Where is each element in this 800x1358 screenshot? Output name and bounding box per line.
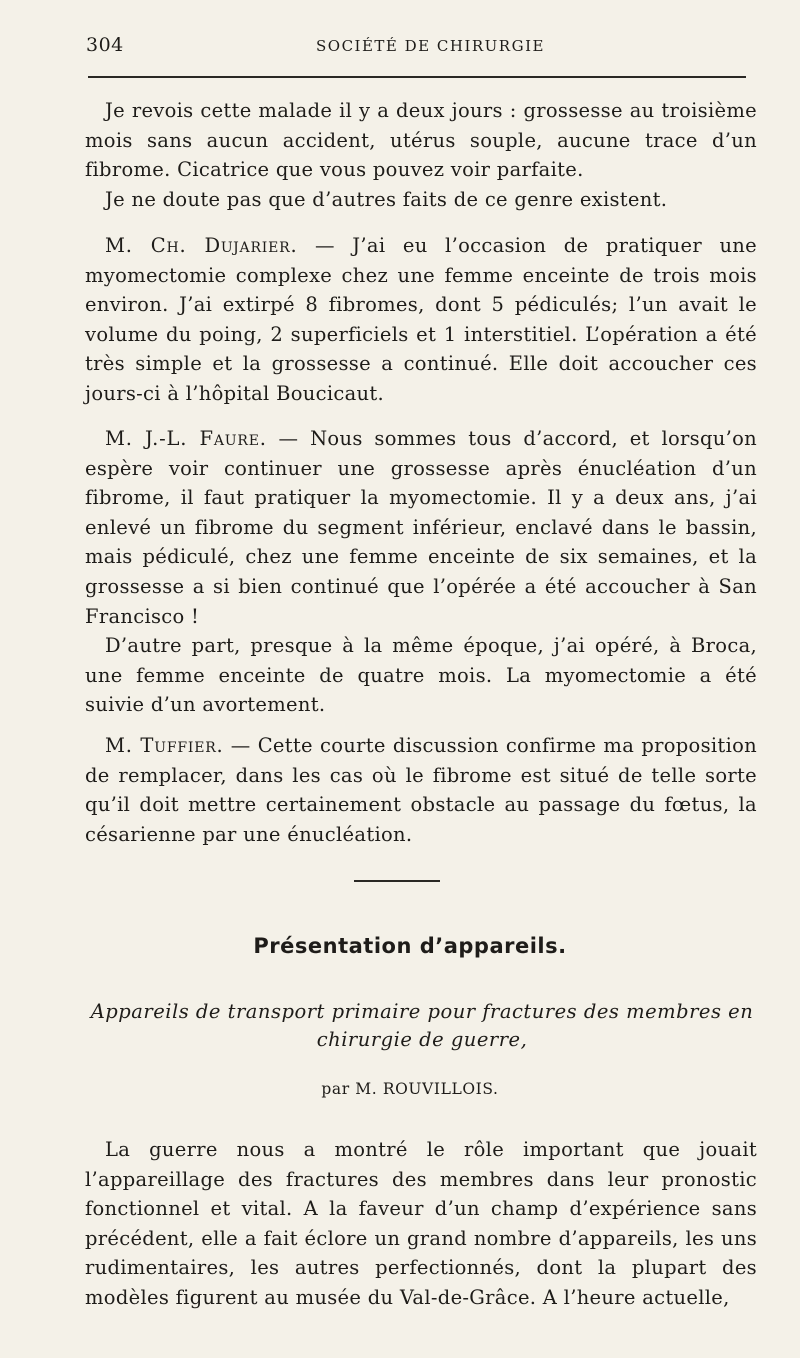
paragraph-faure bbox=[85, 424, 757, 720]
paragraph: La guerre nous a montré le rôle important que jouait l’appareillage des fractures des membres dans leur pronostic fonctionnel et vital. A la faveur d’un champ d’expérience sans précédent, elle a fait éclore un grand nombre d’appareils, les uns rudimentaires, les autres perfectionnés, dont la plupart des modèles figurent au musée du Val-de-Grâce. A l’heure actuelle, bbox=[85, 1138, 757, 1309]
paragraph: D’autre part, presque à la même époque, j’ai opéré, à Broca, une femme enceinte de quatre mois. La myomectomie a été suivie d’un avortement. bbox=[85, 634, 757, 717]
speaker-name: M. Ch. Dujarier. bbox=[105, 234, 298, 257]
page-number: 304 bbox=[86, 34, 124, 56]
running-header bbox=[86, 30, 746, 60]
running-title: SOCIÉTÉ DE CHIRURGIE bbox=[316, 37, 545, 55]
paragraph bbox=[85, 731, 757, 849]
speaker-name: M. J.-L. Faure. bbox=[105, 427, 267, 450]
section-separator-rule bbox=[354, 880, 440, 882]
paragraph-text: — Cette courte discussion confirme ma proposition de remplacer, dans les cas où le fibrome est situé de telle sorte qu’il doit mettre certainement obstacle au passage du fœtus, la césarienne par une énucléation. bbox=[85, 734, 757, 846]
paragraph-text: — Nous sommes tous d’accord, et lorsqu’on espère voir continuer une grossesse après énucléation d’un fibrome, il faut pratiquer la myomectomie. Il y a deux ans, j’ai enlevé un fibrome du segment inférieur, enclavé dans le bassin, mais pédiculé, chez une femme enceinte de six semaines, et la grossesse a si bien continué que l’opérée a été accoucher à San Francisco ! bbox=[85, 427, 757, 628]
paragraph bbox=[85, 424, 757, 631]
paragraph: Je ne doute pas que d’autres faits de ce genre existent. bbox=[105, 187, 668, 211]
speaker-name: M. Tuffier. bbox=[105, 734, 224, 757]
paragraph bbox=[85, 231, 757, 409]
paragraph: Je revois cette malade il y a deux jours : grossesse au troisième mois sans aucun accident, utérus souple, aucune trace d’un fibrome. Cicatrice que vous pouvez voir parfaite. bbox=[85, 99, 757, 182]
paragraph-group-1 bbox=[85, 96, 757, 214]
section-title: Présentation d’appareils. bbox=[253, 934, 567, 958]
paragraph-tuffier bbox=[85, 731, 757, 849]
article-title: Appareils de transport primaire pour fractures des membres en chirurgie de guerre, bbox=[90, 1000, 754, 1051]
paragraph-text: — J’ai eu l’occasion de pratiquer une myomectomie complexe chez une femme enceinte de trois mois environ. J’ai extirpé 8 fibromes, dont 5 pédiculés; l’un avait le volume du poing, 2 superficiels et 1 interstitiel. L’opération a été très simple et la grossesse a continué. Elle doit accoucher ces jours-ci à l’hôpital Boucicaut. bbox=[85, 234, 758, 405]
author-byline: par M. ROUVILLOIS. bbox=[321, 1080, 499, 1098]
paragraph-dujarier bbox=[85, 231, 757, 409]
paragraph-rouvillois bbox=[85, 1135, 757, 1313]
header-rule bbox=[88, 76, 746, 78]
